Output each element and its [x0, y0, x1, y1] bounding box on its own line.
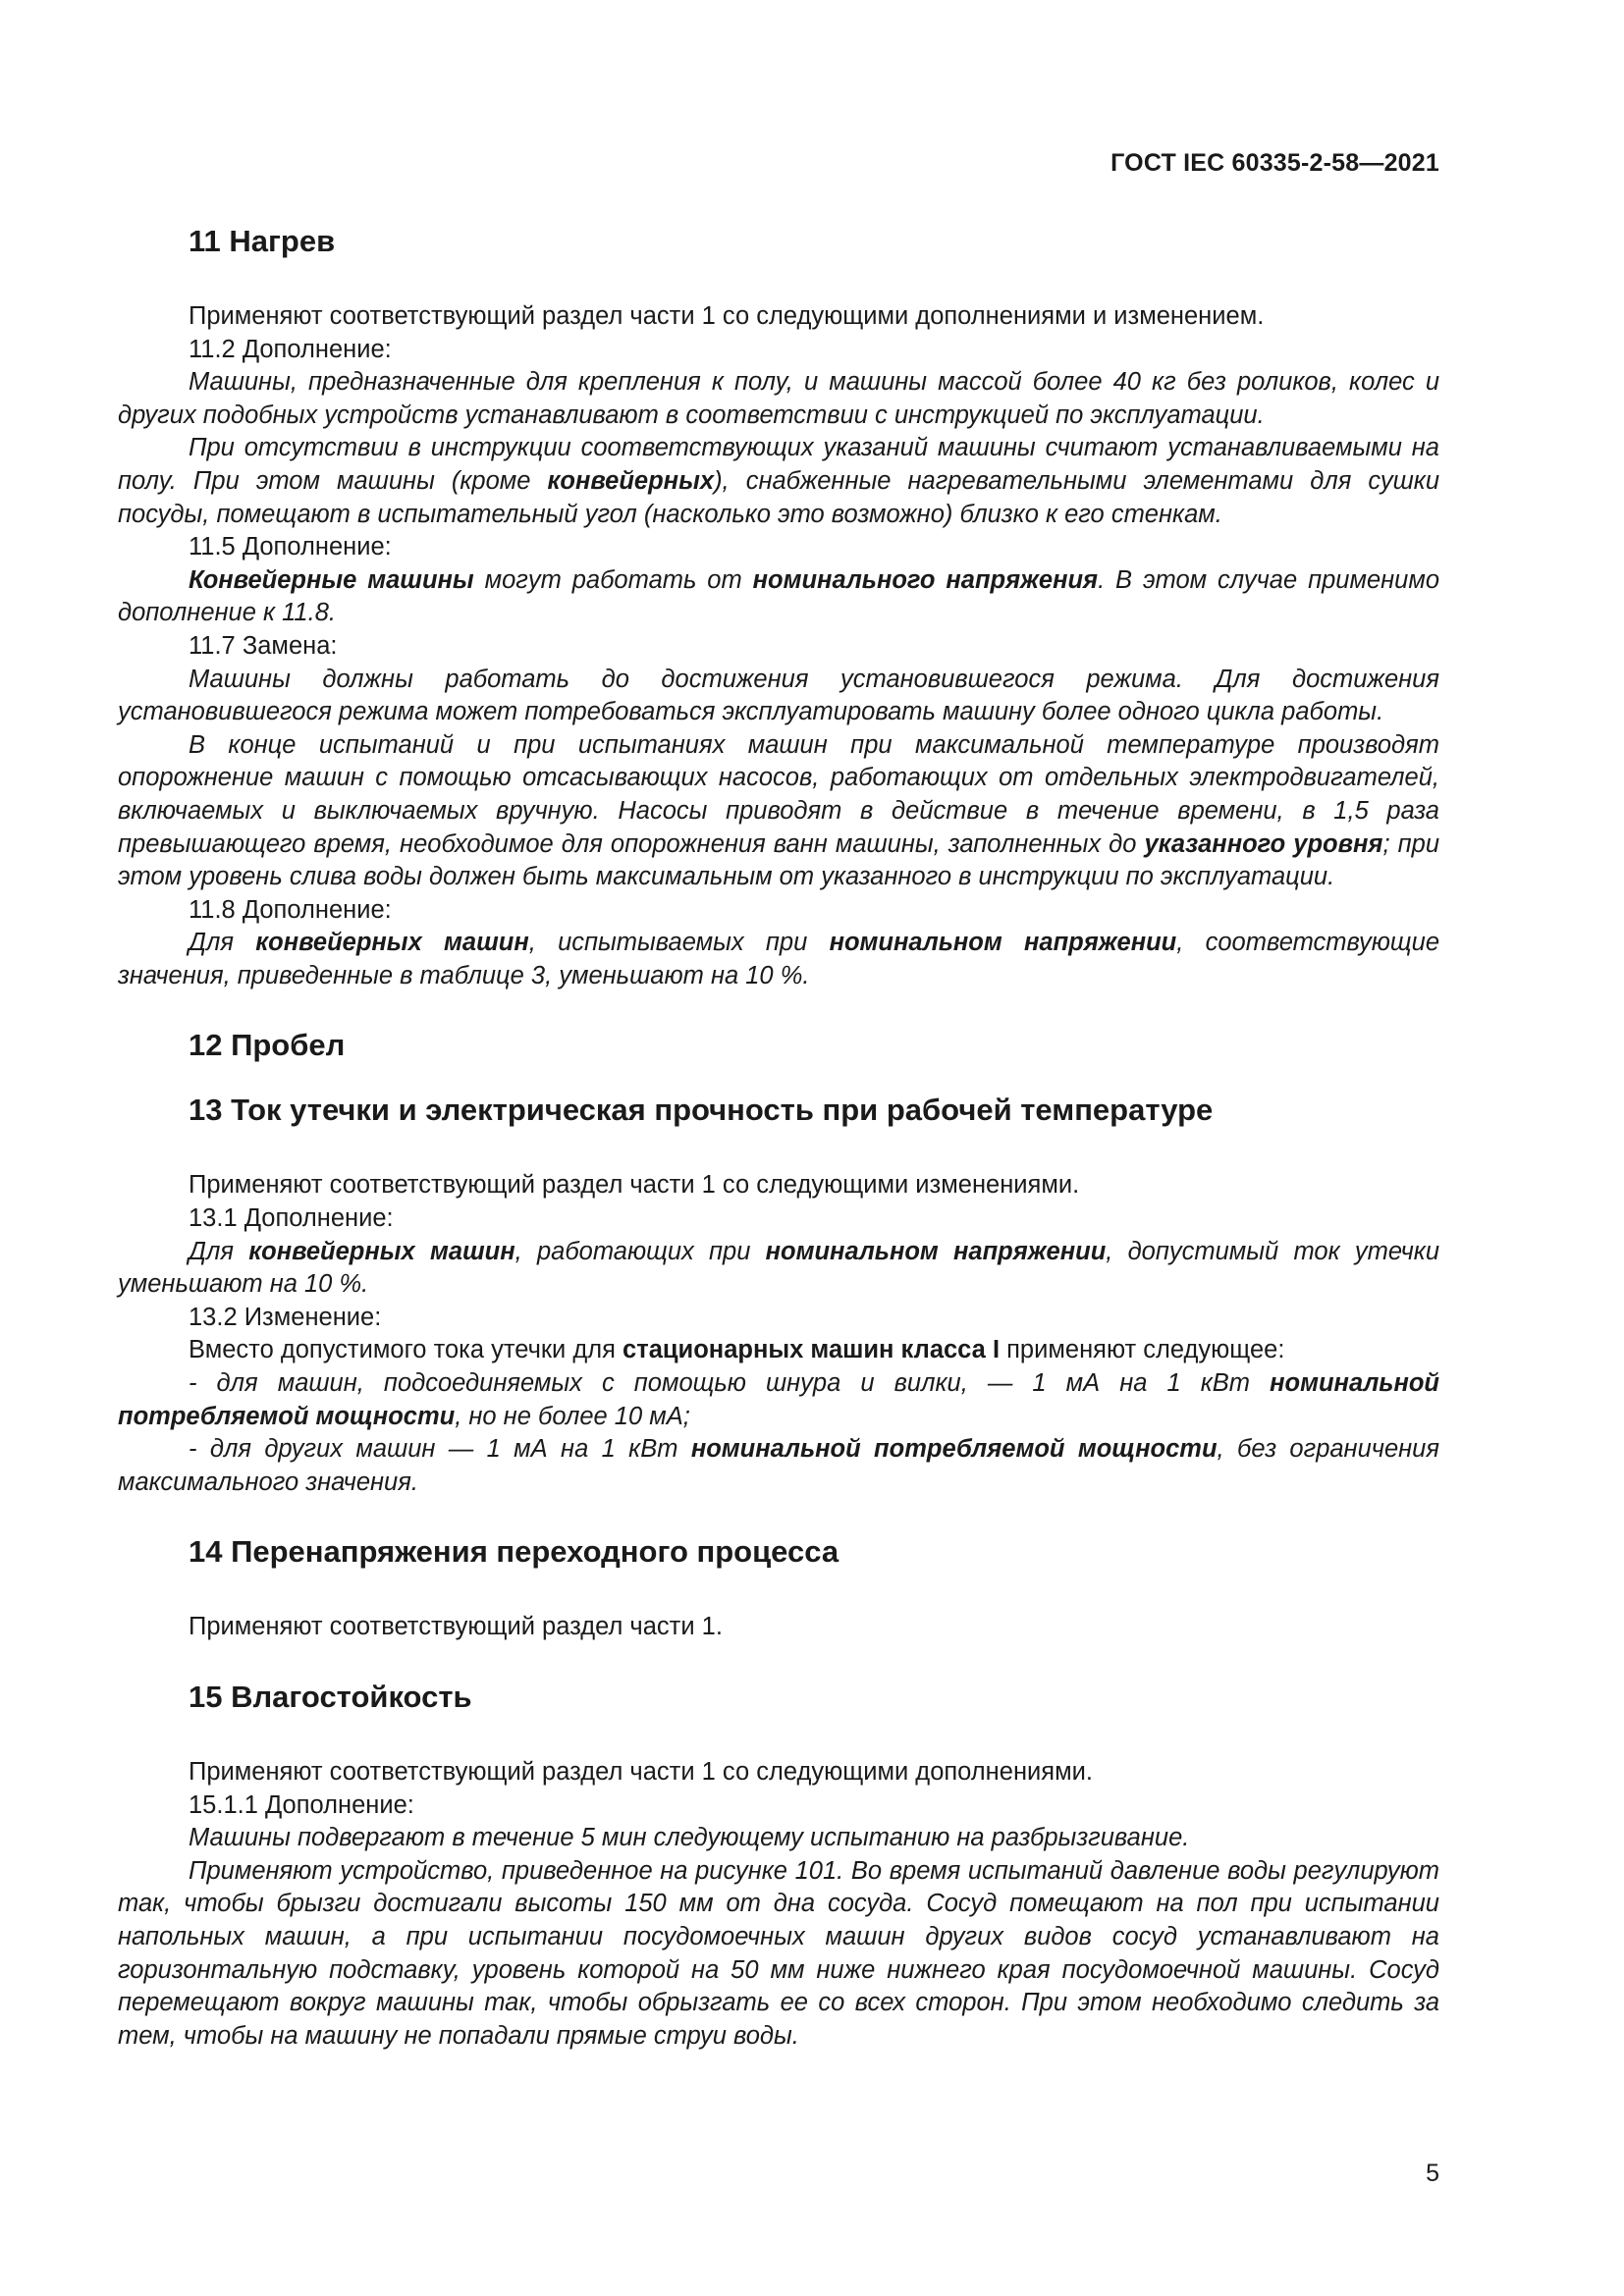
- paragraph: Вместо допустимого тока утечки для стационарных машин класса I применяют следующее:: [189, 1336, 1285, 1364]
- term: номинальной потребляемой мощности: [690, 1435, 1218, 1464]
- clause-heading: 15.1.1 Дополнение:: [189, 1790, 414, 1819]
- paragraph: Машины, предназначенные для крепления к полу, и машины массой более 40 кг без роликов, колес и других подобных устройств устанавливают в соответствии с инструкцией по эксплуатации.: [118, 368, 1439, 429]
- paragraph: В конце испытаний и при испытаниях машин при максимальной температуре производят опорожнение машин с помощью отсасывающих насосов, работающих от отдельных электродвигателей, включаемых и выключаемых вручную. Насосы приводят в действие в течение времени, в 1,5 раза превышающего время, необходимое для опорожнения ванн машины, заполненных до указанного уровня; при этом уровень слива воды должен быть максимальным от указанного в инструкции по эксплуатации.: [118, 730, 1439, 891]
- paragraph: Для конвейерных машин, испытываемых при номинальном напряжении, соответствующие значения, приведенные в таблице 3, уменьшают на 10 %.: [118, 929, 1439, 989]
- clause-heading: 11.2 Дополнение:: [189, 335, 392, 363]
- paragraph: Применяют устройство, приведенное на рисунке 101. Во время испытаний давление воды регулируют так, чтобы брызги достигали высоты 150 мм от дна сосуда. Сосуд помещают на пол при испытании напольных машин, а при испытании посудомоечных машин других видов сосуд устанавливают на горизонтальную подставку, уровень которой на 50 мм ниже нижнего края посудомоечной машины. Сосуд перемещают вокруг машины так, чтобы обрызгать ее со всех сторон. При этом необходимо следить за тем, чтобы на машину не попадали прямые струи воды.: [118, 1856, 1439, 2050]
- document-code: ГОСТ IEC 60335-2-58—2021: [1110, 149, 1439, 177]
- term: номинальном напряжении: [829, 929, 1177, 957]
- list-item: - для машин, подсоединяемых с помощью шнура и вилки, — 1 мА на 1 кВт номинальной потребляемой мощности, но не более 10 мА;: [118, 1369, 1439, 1430]
- paragraph: Машины должны работать до достижения установившегося режима. Для достижения установившегося режима может потребоваться эксплуатировать машину более одного цикла работы.: [118, 665, 1439, 726]
- section-13-title: 13 Ток утечки и электрическая прочность при рабочей температуре: [189, 1093, 1214, 1128]
- term: конвейерных машин: [248, 1237, 515, 1265]
- term: номинальном напряжении: [765, 1237, 1107, 1265]
- clause-heading: 11.5 Дополнение:: [189, 533, 392, 561]
- section-12-title: 12 Пробел: [189, 1028, 346, 1063]
- paragraph: Машины подвергают в течение 5 мин следующему испытанию на разбрызгивание.: [189, 1824, 1190, 1852]
- clause-heading: 11.7 Замена:: [189, 631, 338, 660]
- list-item: - для других машин — 1 мА на 1 кВт номинальной потребляемой мощности, без ограничения максимального значения.: [118, 1435, 1439, 1496]
- term: конвейерных: [547, 466, 715, 495]
- paragraph: Применяют соответствующий раздел части 1 со следующими дополнениями и изменением.: [189, 302, 1265, 330]
- paragraph: При отсутствии в инструкции соответствующих указаний машины считают устанавливаемыми на полу. При этом машины (кроме конвейерных), снабженные нагревательными элементами для сушки посуды, помещают в испытательный угол (насколько это возможно) близко к его стенкам.: [118, 434, 1440, 528]
- paragraph: Применяют соответствующий раздел части 1 со следующими дополнениями.: [189, 1758, 1093, 1786]
- term: номинальной потребляемой мощности: [118, 1369, 1439, 1430]
- term: Конвейерные машины: [189, 565, 474, 594]
- term: конвейерных машин: [255, 929, 529, 957]
- term: стационарных машин класса I: [623, 1336, 1001, 1364]
- term: номинального напряжения: [752, 565, 1099, 594]
- clause-heading: 11.8 Дополнение:: [189, 895, 392, 924]
- paragraph: Применяют соответствующий раздел части 1.: [189, 1613, 723, 1641]
- paragraph: Применяют соответствующий раздел части 1 со следующими изменениями.: [189, 1171, 1080, 1200]
- clause-heading: 13.2 Изменение:: [189, 1303, 382, 1331]
- clause-heading: 13.1 Дополнение:: [189, 1204, 394, 1233]
- section-11-title: 11 Нагрев: [189, 224, 336, 258]
- term: указанного уровня: [1144, 829, 1383, 858]
- page-number: 5: [1426, 2160, 1439, 2187]
- section-14-title: 14 Перенапряжения переходного процесса: [189, 1534, 839, 1570]
- paragraph: Для конвейерных машин, работающих при номинальном напряжении, допустимый ток утечки уменьшают на 10 %.: [118, 1237, 1439, 1299]
- page-content: [118, 222, 1439, 2053]
- paragraph: Конвейерные машины могут работать от номинального напряжения. В этом случае применимо дополнение к 11.8.: [118, 565, 1440, 627]
- section-15-title: 15 Влагостойкость: [189, 1680, 472, 1714]
